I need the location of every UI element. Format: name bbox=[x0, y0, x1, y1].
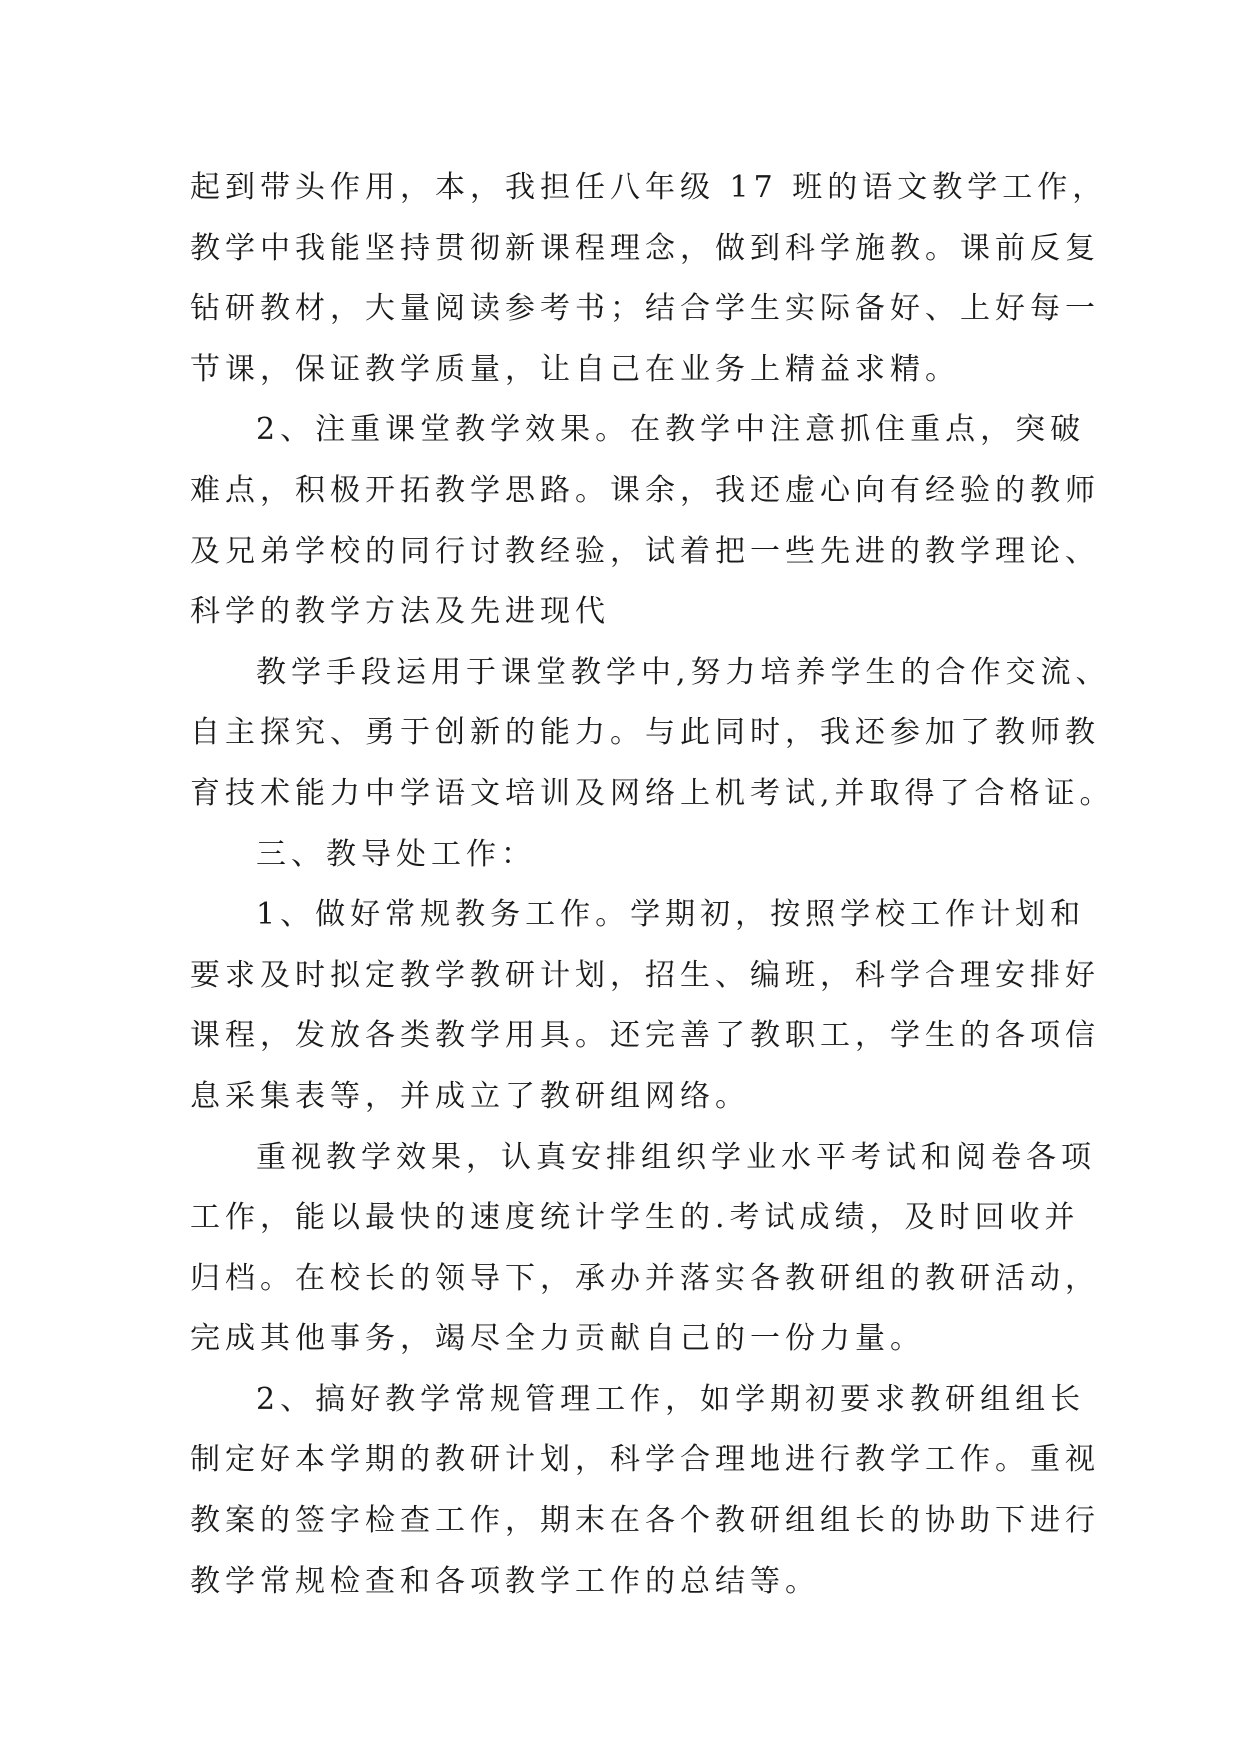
text-line: 2、注重课堂教学效果。在教学中注意抓住重点，突破 bbox=[256, 412, 1086, 448]
text-line: 要求及时拟定教学教研计划，招生、编班，科学合理安排好 bbox=[190, 957, 1100, 993]
body-text bbox=[190, 158, 1115, 1612]
text-line: 育技术能力中学语文培训及网络上机考试,并取得了合格证。 bbox=[190, 775, 1115, 811]
text-line: 教案的签字检查工作，期末在各个教研组组长的协助下进行 bbox=[190, 1503, 1100, 1539]
text-line: 自主探究、勇于创新的能力。与此同时，我还参加了教师教 bbox=[190, 715, 1100, 751]
text-line: 起到带头作用，本，我担任八年级 17 班的语文教学工作， bbox=[190, 170, 1108, 205]
text-line: 重视教学效果，认真安排组织学业水平考试和阅卷各项 bbox=[256, 1139, 1096, 1175]
text-line: 钻研教材，大量阅读参考书；结合学生实际备好、上好每一 bbox=[190, 291, 1100, 327]
text-line: 1、做好常规教务工作。学期初，按照学校工作计划和 bbox=[256, 897, 1086, 933]
text-line: 及兄弟学校的同行讨教经验，试着把一些先进的教学理论、 bbox=[190, 533, 1100, 569]
text-line: 工作，能以最快的速度统计学生的.考试成绩，及时回收并 bbox=[190, 1200, 1080, 1236]
text-line: 完成其他事务，竭尽全力贡献自己的一份力量。 bbox=[190, 1321, 925, 1357]
text-line: 节课，保证教学质量，让自己在业务上精益求精。 bbox=[190, 351, 960, 387]
text-line: 课程，发放各类教学用具。还完善了教职工，学生的各项信 bbox=[190, 1018, 1100, 1054]
text-line: 教学常规检查和各项教学工作的总结等。 bbox=[190, 1563, 820, 1599]
text-line: 科学的教学方法及先进现代 bbox=[190, 594, 610, 630]
text-line: 息采集表等，并成立了教研组网络。 bbox=[190, 1078, 750, 1114]
text-line: 归档。在校长的领导下，承办并落实各教研组的教研活动， bbox=[190, 1260, 1100, 1296]
text-line: 制定好本学期的教研计划，科学合理地进行教学工作。重视 bbox=[190, 1442, 1100, 1478]
section-heading: 三、教导处工作： bbox=[256, 836, 536, 872]
text-line: 教学中我能坚持贯彻新课程理念，做到科学施教。课前反复 bbox=[190, 230, 1100, 266]
text-line: 2、搞好教学常规管理工作，如学期初要求教研组组长 bbox=[256, 1381, 1086, 1417]
text-line: 教学手段运用于课堂教学中,努力培养学生的合作交流、 bbox=[256, 654, 1111, 690]
text-line: 难点，积极开拓教学思路。课余，我还虚心向有经验的教师 bbox=[190, 472, 1100, 508]
